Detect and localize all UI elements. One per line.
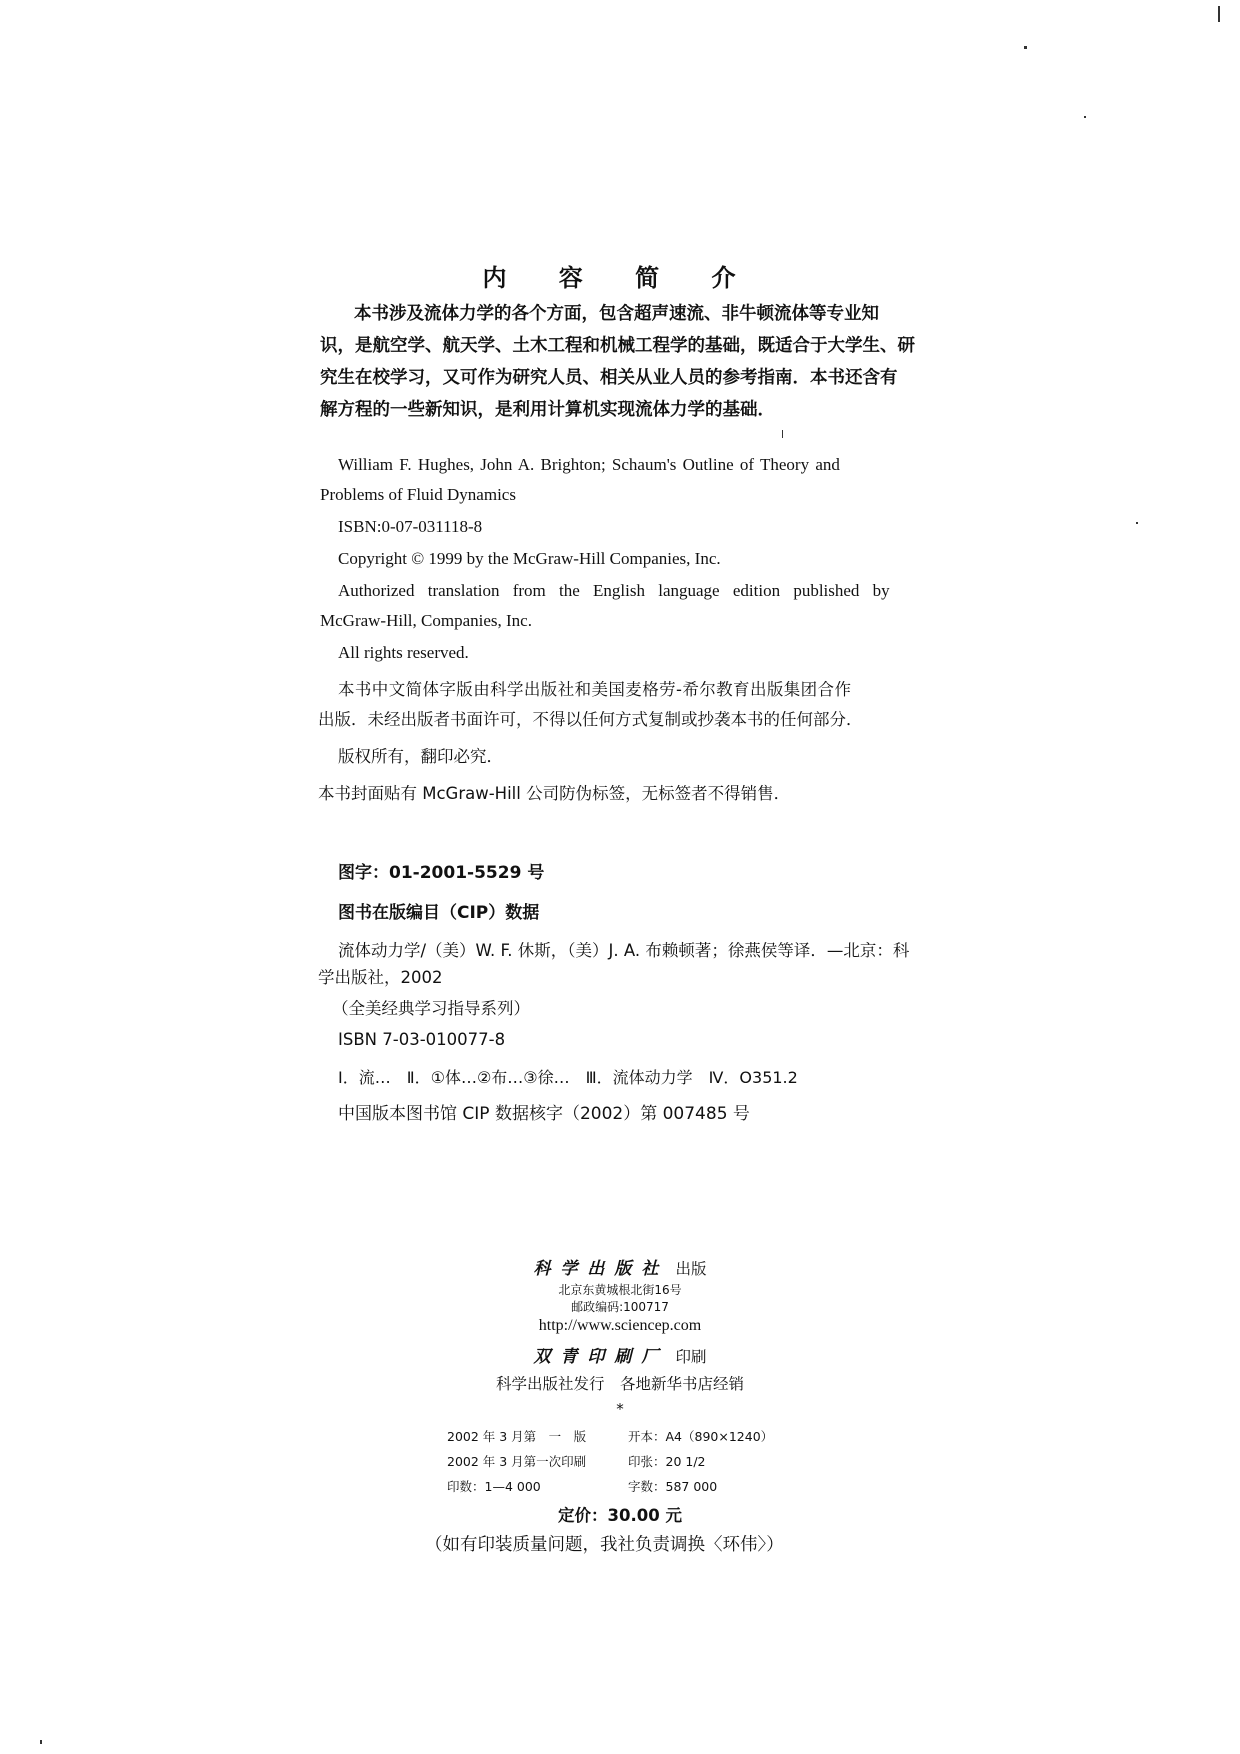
summary-line: 本书涉及流体力学的各个方面，包含超声速流、非牛顿流体等专业知 — [354, 304, 879, 324]
publisher-role: 出版 — [675, 1260, 707, 1278]
cip-series: （全美经典学习指导系列） — [332, 999, 530, 1018]
register-number: 图字：01-2001-5529 号 — [338, 863, 545, 883]
publisher-name: 科学出版社 — [533, 1259, 669, 1279]
cip-heading: 图书在版编目（CIP）数据 — [338, 903, 540, 923]
rights-reserved: 版权所有，翻印必究． — [338, 747, 503, 766]
scan-mark — [1084, 116, 1086, 118]
publisher-address: 北京东黄城根北街16号 — [558, 1283, 682, 1297]
original-isbn: ISBN:0-07-031118-8 — [338, 517, 483, 536]
cip-entry-line: 流体动力学/（美）W. F. 休斯，（美）J. A. 布赖顿著；徐燕侯等译．—北京：科 — [338, 941, 910, 960]
scan-mark — [40, 1740, 42, 1744]
authorized-line: McGraw-Hill, Companies, Inc. — [320, 611, 532, 630]
summary-line: 究生在校学习，又可作为研究人员、相关从业人员的参考指南．本书还含有 — [320, 368, 898, 388]
separator-star: * — [616, 1400, 624, 1418]
spec-edition: 2002 年 3 月第 一 版 — [447, 1429, 587, 1444]
publisher-url: http://www.sciencep.com — [538, 1317, 702, 1334]
cn-notice-line: 本书中文简体字版由科学出版社和美国麦格劳-希尔教育出版集团合作 — [338, 680, 852, 699]
cip-entry-line: 学出版社，2002 — [318, 968, 443, 987]
publisher-line — [0, 1254, 1240, 1279]
cip-library-number: 中国版本图书馆 CIP 数据核字（2002）第 007485 号 — [338, 1104, 750, 1124]
anti-counterfeit-notice: 本书封面贴有 McGraw-Hill 公司防伪标签，无标签者不得销售． — [318, 784, 791, 803]
summary-line: 解方程的一些新知识，是利用计算机实现流体力学的基础． — [320, 400, 775, 420]
cn-notice-line: 出版．未经出版者书面许可，不得以任何方式复制或抄袭本书的任何部分． — [318, 710, 863, 729]
printer-name: 双青印刷厂 — [533, 1347, 669, 1367]
original-edition-info — [320, 450, 920, 668]
spec-word-count: 字数：587 000 — [628, 1479, 718, 1494]
citation-line: Problems of Fluid Dynamics — [320, 485, 516, 504]
quality-note: （如有印装质量问题，我社负责调换〈环伟〉） — [425, 1535, 784, 1555]
printer-role: 印刷 — [675, 1348, 707, 1366]
distribution-line: 科学出版社发行 各地新华书店经销 — [495, 1375, 744, 1393]
cip-isbn: ISBN 7-03-010077-8 — [338, 1030, 506, 1049]
authorized-line: Authorized translation from the English language edition published by — [338, 581, 890, 600]
price: 定价：30.00 元 — [558, 1506, 682, 1525]
cip-classification: Ⅰ．流… Ⅱ．①体…②布…③徐… Ⅲ．流体动力学 Ⅳ．O351.2 — [338, 1068, 798, 1087]
spec-sheets: 印张：20 1/2 — [628, 1454, 706, 1469]
spec-print-run: 印数：1—4 000 — [447, 1479, 541, 1494]
summary-line: 识，是航空学、航天学、土木工程和机械工程学的基础，既适合于大学生、研 — [320, 336, 915, 356]
publisher-postcode: 邮政编码:100717 — [571, 1300, 669, 1314]
rights-line: All rights reserved. — [338, 643, 469, 662]
summary-text — [320, 298, 920, 426]
scan-mark — [1136, 522, 1138, 524]
copyright-line: Copyright © 1999 by the McGraw-Hill Companies, Inc. — [338, 549, 721, 568]
printer-line — [0, 1342, 1240, 1367]
citation-line: William F. Hughes, John A. Brighton; Schaum's Outline of Theory and — [338, 455, 840, 474]
scan-mark — [1024, 46, 1027, 49]
spec-format: 开本：A4（890×1240） — [628, 1429, 774, 1444]
scan-mark — [1218, 6, 1220, 22]
scan-mark — [782, 430, 783, 438]
spec-printing: 2002 年 3 月第一次印刷 — [447, 1454, 587, 1469]
summary-title: 内 容 简 介 — [482, 264, 758, 292]
